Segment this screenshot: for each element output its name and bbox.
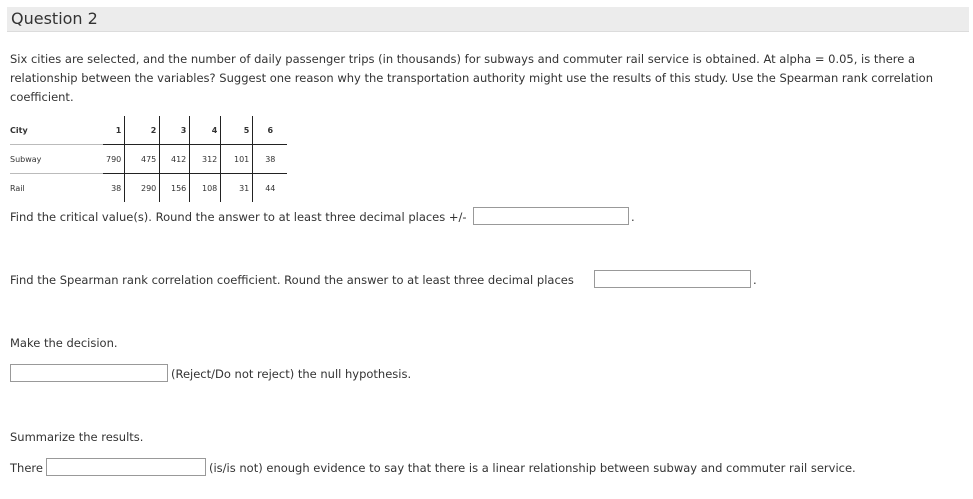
row-label: Subway <box>10 145 103 174</box>
table-cell: 790 <box>103 145 125 174</box>
data-table <box>10 116 287 202</box>
table-header-cell: 3 <box>160 116 190 145</box>
question-title: Question 2 <box>11 9 98 28</box>
spearman-input[interactable] <box>594 270 751 288</box>
critical-value-input[interactable] <box>473 207 629 225</box>
question-prompt: Six cities are selected, and the number of daily passenger trips (in thousands) for subways and commuter rail service is obtained. At alpha = 0.05, is there a relationship between the variables? Suggest one reason why the transportation authority might use the results of this study. Use the Spearman rank correlation coefficient. <box>10 52 933 104</box>
spearman-period: . <box>753 273 757 287</box>
table-cell: 38 <box>103 174 125 203</box>
decision-label: Make the decision. <box>10 336 118 350</box>
table-cell: 312 <box>190 145 221 174</box>
table-header-row <box>10 116 287 145</box>
row-label: Rail <box>10 183 25 193</box>
spearman-prompt: Find the Spearman rank correlation coefficient. Round the answer to at least three decimal places <box>10 273 574 287</box>
table-header-cell: 4 <box>190 116 221 145</box>
table-header-cell: 1 <box>103 116 125 145</box>
table-cell: 108 <box>190 174 221 203</box>
table-cell: 475 <box>125 145 160 174</box>
table-cell: 290 <box>125 174 160 203</box>
summary-input[interactable] <box>46 458 206 476</box>
decision-suffix: (Reject/Do not reject) the null hypothesis. <box>171 367 412 381</box>
table-header-cell: 2 <box>125 116 160 145</box>
decision-input[interactable] <box>10 364 168 382</box>
table-cell: 412 <box>160 145 190 174</box>
question-header <box>7 7 969 32</box>
critical-value-prompt: Find the critical value(s). Round the answer to at least three decimal places +/- <box>10 210 467 224</box>
table-cell: 38 <box>253 145 288 174</box>
table-cell: 156 <box>160 174 190 203</box>
table-cell: 31 <box>221 174 253 203</box>
table-header-cell: 5 <box>221 116 253 145</box>
summary-label: Summarize the results. <box>10 430 144 444</box>
table-row <box>10 174 287 203</box>
table-header-cell: 6 <box>253 116 288 145</box>
summary-suffix: (is/is not) enough evidence to say that there is a linear relationship between subway and commuter rail service. <box>209 461 856 475</box>
table-cell: 44 <box>265 183 276 193</box>
table-header-cell: City <box>10 116 103 145</box>
table-row <box>10 145 287 174</box>
critical-value-period: . <box>631 210 635 224</box>
table-cell: 101 <box>221 145 253 174</box>
summary-prefix: There <box>10 461 43 475</box>
